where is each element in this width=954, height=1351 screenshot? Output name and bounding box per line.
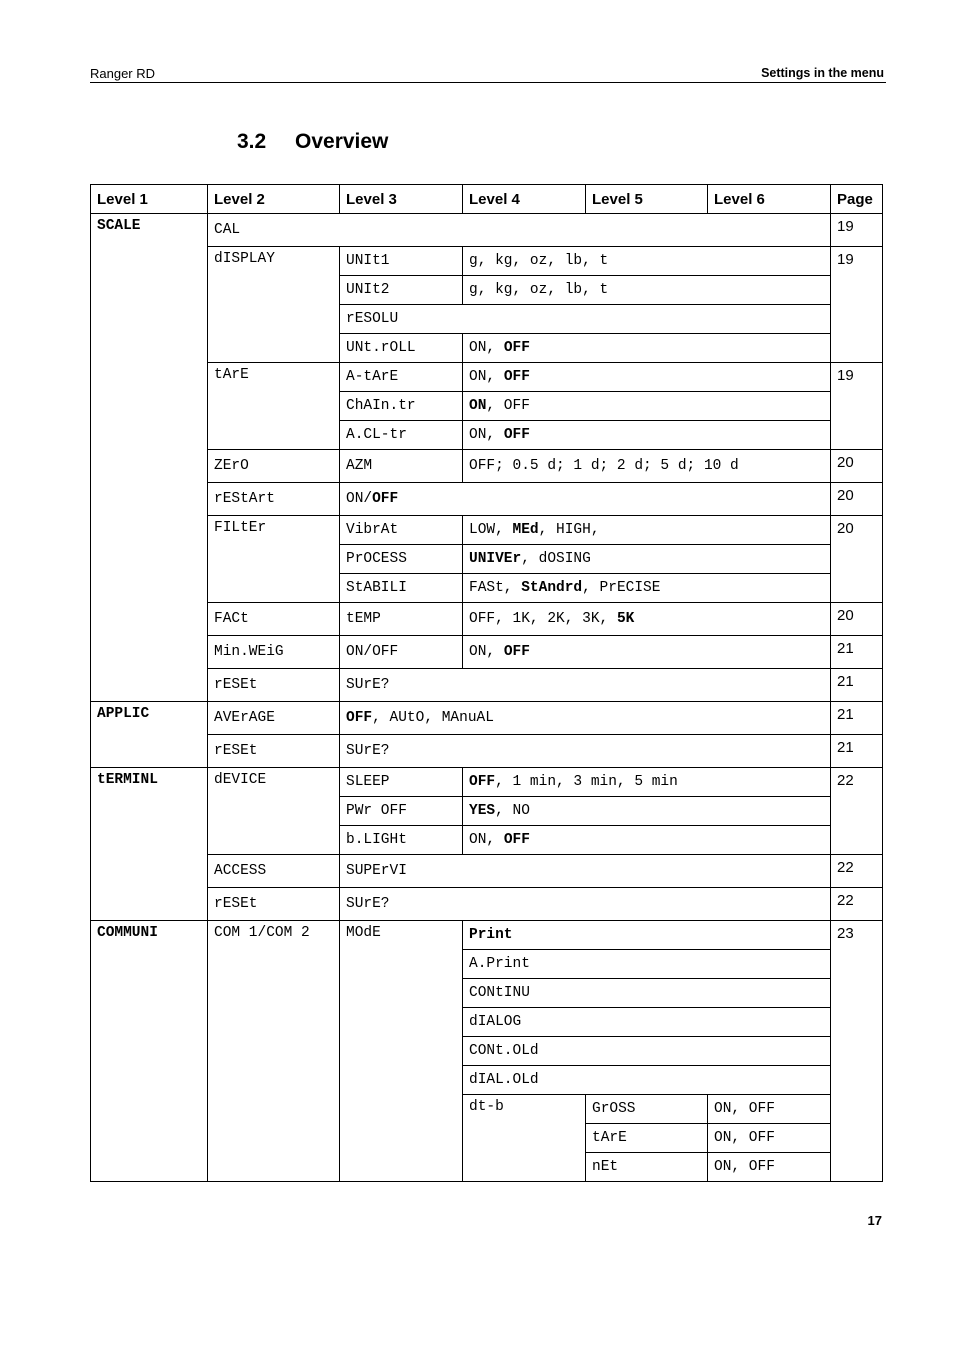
section-number: 3.2 [237,130,267,153]
cell: dIAL.OLd [463,1066,831,1095]
cell: dt-b [463,1095,586,1182]
cell: CONt.OLd [463,1037,831,1066]
cell: PrOCESS [340,545,463,574]
page-cell: 22 [831,768,883,855]
table-row [91,636,883,669]
cell: OFF, 1K, 2K, 3K, 5K [463,603,831,636]
page-cell: 19 [831,214,883,247]
page-cell: 20 [831,450,883,483]
cell: StABILI [340,574,463,603]
table-header-row [91,185,883,214]
cell: PWr OFF [340,797,463,826]
page-cell: 21 [831,669,883,702]
header-rule [90,82,886,83]
cell: ON, OFF [708,1095,831,1124]
page-cell: 20 [831,516,883,603]
cell: ON, OFF [463,826,831,855]
page-cell: 21 [831,735,883,768]
cell: VibrAt [340,516,463,545]
cell: OFF, AUtO, MAnuAL [340,702,831,735]
cell: CONtINU [463,979,831,1008]
col-header: Level 2 [208,185,340,214]
cell: A.CL-tr [340,421,463,450]
col-header: Level 4 [463,185,586,214]
cell: SUrE? [340,888,831,921]
cell: LOW, MEd, HIGH, [463,516,831,545]
table-row [91,669,883,702]
cell: A.Print [463,950,831,979]
cell: FASt, StAndrd, PrECISE [463,574,831,603]
cell: ON, OFF [708,1153,831,1182]
cell: nEt [586,1153,708,1182]
page-cell: 20 [831,603,883,636]
cell: FILtEr [208,516,340,603]
table-row [91,363,883,392]
table-row [91,450,883,483]
cell: ACCESS [208,855,340,888]
page-cell: 21 [831,702,883,735]
cell: ZErO [208,450,340,483]
cell: AZM [340,450,463,483]
page-cell: 21 [831,636,883,669]
page-cell: 22 [831,855,883,888]
overview-table [90,184,883,1182]
level1-cell: tERMINL [91,768,208,921]
cell: COM 1/COM 2 [208,921,340,1182]
table-row [91,702,883,735]
table-row [91,483,883,516]
section-heading [237,130,388,154]
cell: UNIVEr, dOSING [463,545,831,574]
cell: rESEt [208,669,340,702]
cell: tEMP [340,603,463,636]
cell: SUrE? [340,735,831,768]
level1-cell: COMMUNI [91,921,208,1182]
cell: UNIt1 [340,247,463,276]
cell: ON, OFF [463,363,831,392]
page-cell: 20 [831,483,883,516]
cell: ON, OFF [463,636,831,669]
table-row [91,516,883,545]
cell: UNt.rOLL [340,334,463,363]
table-row [91,603,883,636]
table-row [91,855,883,888]
cell: rESEt [208,888,340,921]
running-header-title: Ranger RD [90,66,156,81]
cell: SUPErVI [340,855,831,888]
cell: tArE [208,363,340,450]
col-header: Level 1 [91,185,208,214]
cell: dISPLAY [208,247,340,363]
table-row [91,214,883,247]
cell: OFF; 0.5 d; 1 d; 2 d; 5 d; 10 d [463,450,831,483]
cell: ON, OFF [708,1124,831,1153]
cell: g, kg, oz, lb, t [463,247,831,276]
running-header-section: Settings in the menu [761,66,884,80]
cell: CAL [208,214,831,247]
table-row [91,247,883,276]
col-header: Level 3 [340,185,463,214]
cell: A-tArE [340,363,463,392]
section-title: Overview [295,130,389,153]
cell: ON, OFF [463,392,831,421]
table-row [91,921,883,950]
level1-cell: SCALE [91,214,208,702]
cell: Min.WEiG [208,636,340,669]
table-row [91,888,883,921]
col-header: Level 5 [586,185,708,214]
cell: ON/OFF [340,636,463,669]
cell: UNIt2 [340,276,463,305]
cell: SLEEP [340,768,463,797]
cell: tArE [586,1124,708,1153]
table-row [91,768,883,797]
page-cell: 23 [831,921,883,1182]
table-row [91,735,883,768]
cell: MOdE [340,921,463,1182]
cell: rESEt [208,735,340,768]
cell: AVErAGE [208,702,340,735]
cell: Print [463,921,831,950]
cell: dEVICE [208,768,340,855]
cell: ChAIn.tr [340,392,463,421]
cell: YES, NO [463,797,831,826]
col-header: Level 6 [708,185,831,214]
cell: b.LIGHt [340,826,463,855]
cell: g, kg, oz, lb, t [463,276,831,305]
page-number: 17 [867,1213,882,1228]
cell: rEStArt [208,483,340,516]
cell: FACt [208,603,340,636]
cell: OFF, 1 min, 3 min, 5 min [463,768,831,797]
cell: ON, OFF [463,334,831,363]
col-header: Page [831,185,883,214]
cell: dIALOG [463,1008,831,1037]
cell: ON, OFF [463,421,831,450]
page-cell: 19 [831,363,883,450]
page-cell: 19 [831,247,883,363]
level1-cell: APPLIC [91,702,208,768]
cell: GrOSS [586,1095,708,1124]
page-cell: 22 [831,888,883,921]
cell: ON/OFF [340,483,831,516]
cell: rESOLU [340,305,831,334]
cell: SUrE? [340,669,831,702]
